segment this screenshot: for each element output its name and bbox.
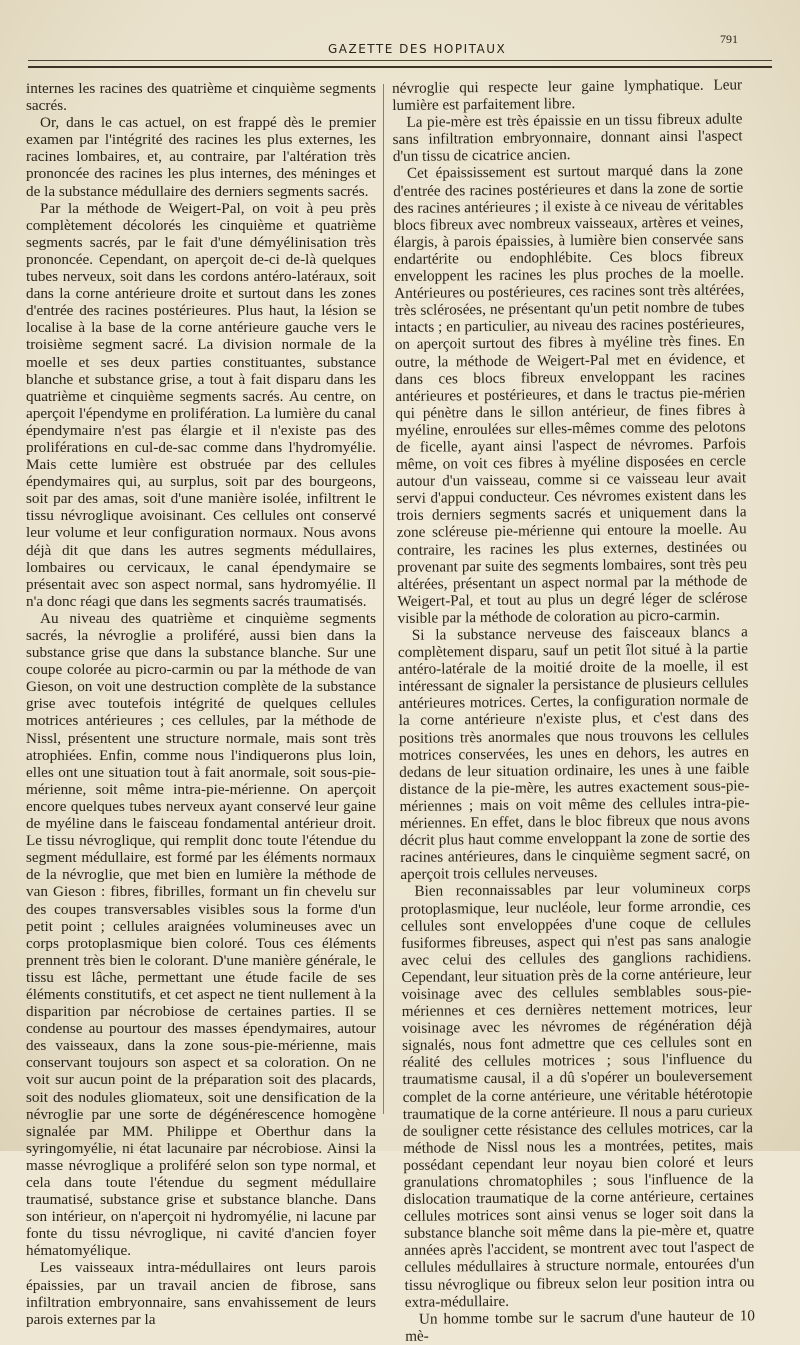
paragraph: internes les racines des quatrième et cinquième segments sacrés. (26, 80, 376, 115)
page-header (28, 30, 772, 70)
paragraph: Les vaisseaux intra-médullaires ont leurs parois épaissies, par un travail ancien de fibrose, sans infiltration embryonnaire, sans envahissement de leurs parois externes par la (26, 1259, 376, 1328)
paragraph: Un homme tombe sur le sacrum d'une hauteur de 10 mè- (405, 1307, 756, 1345)
paragraph: Si la substance nerveuse des faisceaux blancs a complètement disparu, sauf un petit îlot situé à la partie antéro-latérale de la moitié droite de la moelle, il est intéressant de signaler la persistance de plusieurs cellules antérieures motrices. Certes, la configuration normale de la corne antérieure n'existe plus, et c'est dans des positions très anormales que nous trouvons les cellules motrices conservées, les unes en dehors, les autres en dedans de leur situation ordinaire, les unes à une faible distance de la pie-mère, les autres exactement sous-pie-mériennes ; mais on voit même des cellules intra-pie-mériennes. En effet, dans le bloc fibreux que nous avons décrit plus haut comme enveloppant la zone de sortie des racines antérieures, dans le cinquième segment sacré, on aperçoit trois cellules nerveuses. (397, 623, 751, 884)
column-divider (383, 84, 384, 1114)
paragraph: Bien reconnaissables par leur volumineux corps protoplasmique, leur nucléole, leur forme arrondie, ces cellules sont enveloppées d'une coque de cellules fusiformes fibreuses, aspect qui n'est pas sans analogie avec celui des cellules des ganglions rachidiens. Cependant, leur situation près de la corne antérieure, leur voisinage avec des cellules semblables sous-pie-mériennes et ces dernières nettement motrices, leur voisinage avec les névromes de régénération déjà signalés, nous font admettre que ces cellules sont en réalité des cellules motrices ; sous l'influence du traumatisme causal, il a dû s'opérer un bouleversement complet de la corne antérieure, une véritable hétérotopie traumatique de la corne antérieure. Il nous a paru curieux de souligner cette résistance des cellules motrices, car la méthode de Nissl nous les a montrées, petites, mais possédant cependant leur noyau bien coloré et leurs granulations chromatophiles ; sous l'influence de la dislocation traumatique de la corne antérieure, certaines cellules motrices sont ainsi venus se loger soit dans la substance blanche soit même dans la pie-mère et, quatre années après l'accident, se montrent avec tout l'aspect de cellules médullaires à structure normale, entourées d'un tissu névroglique ou fibreux selon leur position intra ou extra-médullaire. (400, 879, 755, 1311)
header-rule-thick (28, 66, 772, 68)
paragraph: Cet épaississement est surtout marqué dans la zone d'entrée des racines postérieures et dans la zone de sortie des racines antérieures ; il existe à ce niveau de véritables blocs fibreux avec nombreux vaisseaux, artères et veines, élargis, à parois épaissies, à lumière bien conservée sans endartérite ou endophlébite. Ces blocs fibreux enveloppent les racines les plus proches de la moelle. Antérieures ou postérieures, ces racines sont très altérées, très sclérosées, ne présentant qu'un petit nombre de tubes intacts ; en particulier, au niveau des racines postérieures, on aperçoit surtout des fibres à myéline très fines. En outre, la méthode de Weigert-Pal met en évidence, et dans ces blocs fibreux enveloppant les racines antérieures et postérieures, et dans le tractus pie-mérien qui pénètre dans le sillon antérieur, de fines fibres à myéline, enroulées sur elles-mêmes comme des pelotons de ficelle, ayant ainsi l'aspect de névromes. Parfois même, on voit ces fibres à myéline disposées en cercle autour d'un vaisseau, comme si ce vaisseau leur avait servi d'appui conducteur. Ces névromes existent dans les trois derniers segments sacrés et uniquement dans la zone scléreuse pie-mérienne qui entoure la moelle. Au contraire, les racines les plus externes, destinées ou provenant par suite des segments lombaires, sont très peu altérées, présentant un aspect normal par la méthode de Weigert-Pal, et tout au plus un degré léger de sclérose visible par la méthode de coloration au picro-carmin. (393, 161, 748, 627)
journal-title: GAZETTE DES HOPITAUX (328, 42, 507, 56)
paragraph: Or, dans le cas actuel, on est frappé dès le premier examen par l'intégrité des racines les plus externes, les racines lombaires, et, au contraire, par l'altération très prononcée des racines les plus internes, des méninges et de la substance médullaire des derniers segments sacrés. (26, 114, 376, 200)
paragraph: névroglie qui respecte leur gaine lymphatique. Leur lumière est parfaitement libre. (392, 76, 743, 115)
paragraph: Par la méthode de Weigert-Pal, on voit à peu près complètement décolorés les cinquième et quatrième segments sacrés, par le fait d'une démyélinisation très prononcée. Cependant, on aperçoit de-ci de-là quelques tubes nerveux, soit dans les cordons antéro-latéraux, soit dans la corne antérieure droite et surtout dans les zones d'entrée des racines postérieures. Plus haut, la lésion se localise à la base de la corne antérieure gauche vers le troisième segment sacré. La division normale de la moelle et ses deux parties constituantes, substance blanche et substance grise, a tout à fait disparu dans les quatrième et cinquième segments sacrés. Au centre, on aperçoit l'épendyme en prolifération. La lumière du canal épendymaire n'est pas élargie et il n'existe pas des proliférations en cul-de-sac comme dans l'hydromyélie. Mais cette lumière est obstruée par des cellules épendymaires qui, au surplus, soit par des bourgeons, soit par des amas, soit d'une manière isolée, infiltrent le tissu névroglique avoisinant. Ces cellules ont conservé leur volume et leur configuration normaux. Nous avons déjà dit que dans les autres segments médullaires, lombaires ou cervicaux, le canal épendymaire se présentait avec son aspect normal, sans hydromyélie. Il n'a donc réagi que dans les segments sacrés traumatisés. (26, 199, 376, 610)
header-rule-thin (28, 60, 772, 61)
paragraph: Au niveau des quatrième et cinquième segments sacrés, la névroglie a proliféré, aussi bien dans la substance grise que dans la substance blanche. Sur une coupe colorée au picro-carmin ou par la méthode de van Gieson, on voit une destruction complète de la substance grise avec toutefois intégrité de quelques cellules motrices antérieures ; ces cellules, par la méthode de Nissl, présentent une structure normale, mais sont très atrophiées. Enfin, comme nous l'indiquerons plus loin, elles ont une situation tout à fait anormale, soit sous-pie-mérienne, soit même intra-pie-mérienne. On aperçoit encore quelques tubes nerveux ayant conservé leur gaine de myéline dans le faisceau fondamental antérieur droit. Le tissu névroglique, qui remplit donc toute l'étendue du segment médullaire, est formé par les éléments normaux de la névroglie, que met bien en lumière la méthode de van Gieson : fibres, fibrilles, formant un fin chevelu sur des coupes transversables visibles sous la forme d'un petit point ; cellules araignées volumineuses avec un corps protoplasmique bien coloré. Tous ces éléments prennent très bien le colorant. D'une manière générale, le tissu est lâche, permettant une étude facile de ses éléments constitutifs, et cet aspect ne tient nullement à la disparition par nécrobiose de certaines parties. Il se condense au pourtour des masses épendymaires, autour des vaisseaux, dans la zone sous-pie-mérienne, mais conservant toujours son aspect et sa coloration. On ne voit sur aucun point de la préparation soit des placards, soit des nodules gliomateux, soit une densification de la névroglie par une sorte de dégénérescence homogène signalée par MM. Philippe et Oberthur dans la syringomyélie, ni état lacunaire par nécrobiose. Ainsi la masse névroglique a proliféré selon son type normal, et cela dans toute l'étendue du segment médullaire traumatisé, substance grise et substance blanche. Dans son intérieur, on n'aperçoit ni hydromyélie, ni lacune par fonte du tissu névroglique, ni cavité d'ancien foyer hématomyélique. (26, 609, 376, 1260)
page-number: 791 (720, 32, 738, 46)
paragraph: La pie-mère est très épaissie en un tissu fibreux adulte sans infiltration embryonnaire, donnant ainsi l'aspect d'un tissu de cicatrice ancien. (392, 110, 743, 166)
right-column (392, 76, 755, 1345)
left-column (26, 80, 376, 1328)
